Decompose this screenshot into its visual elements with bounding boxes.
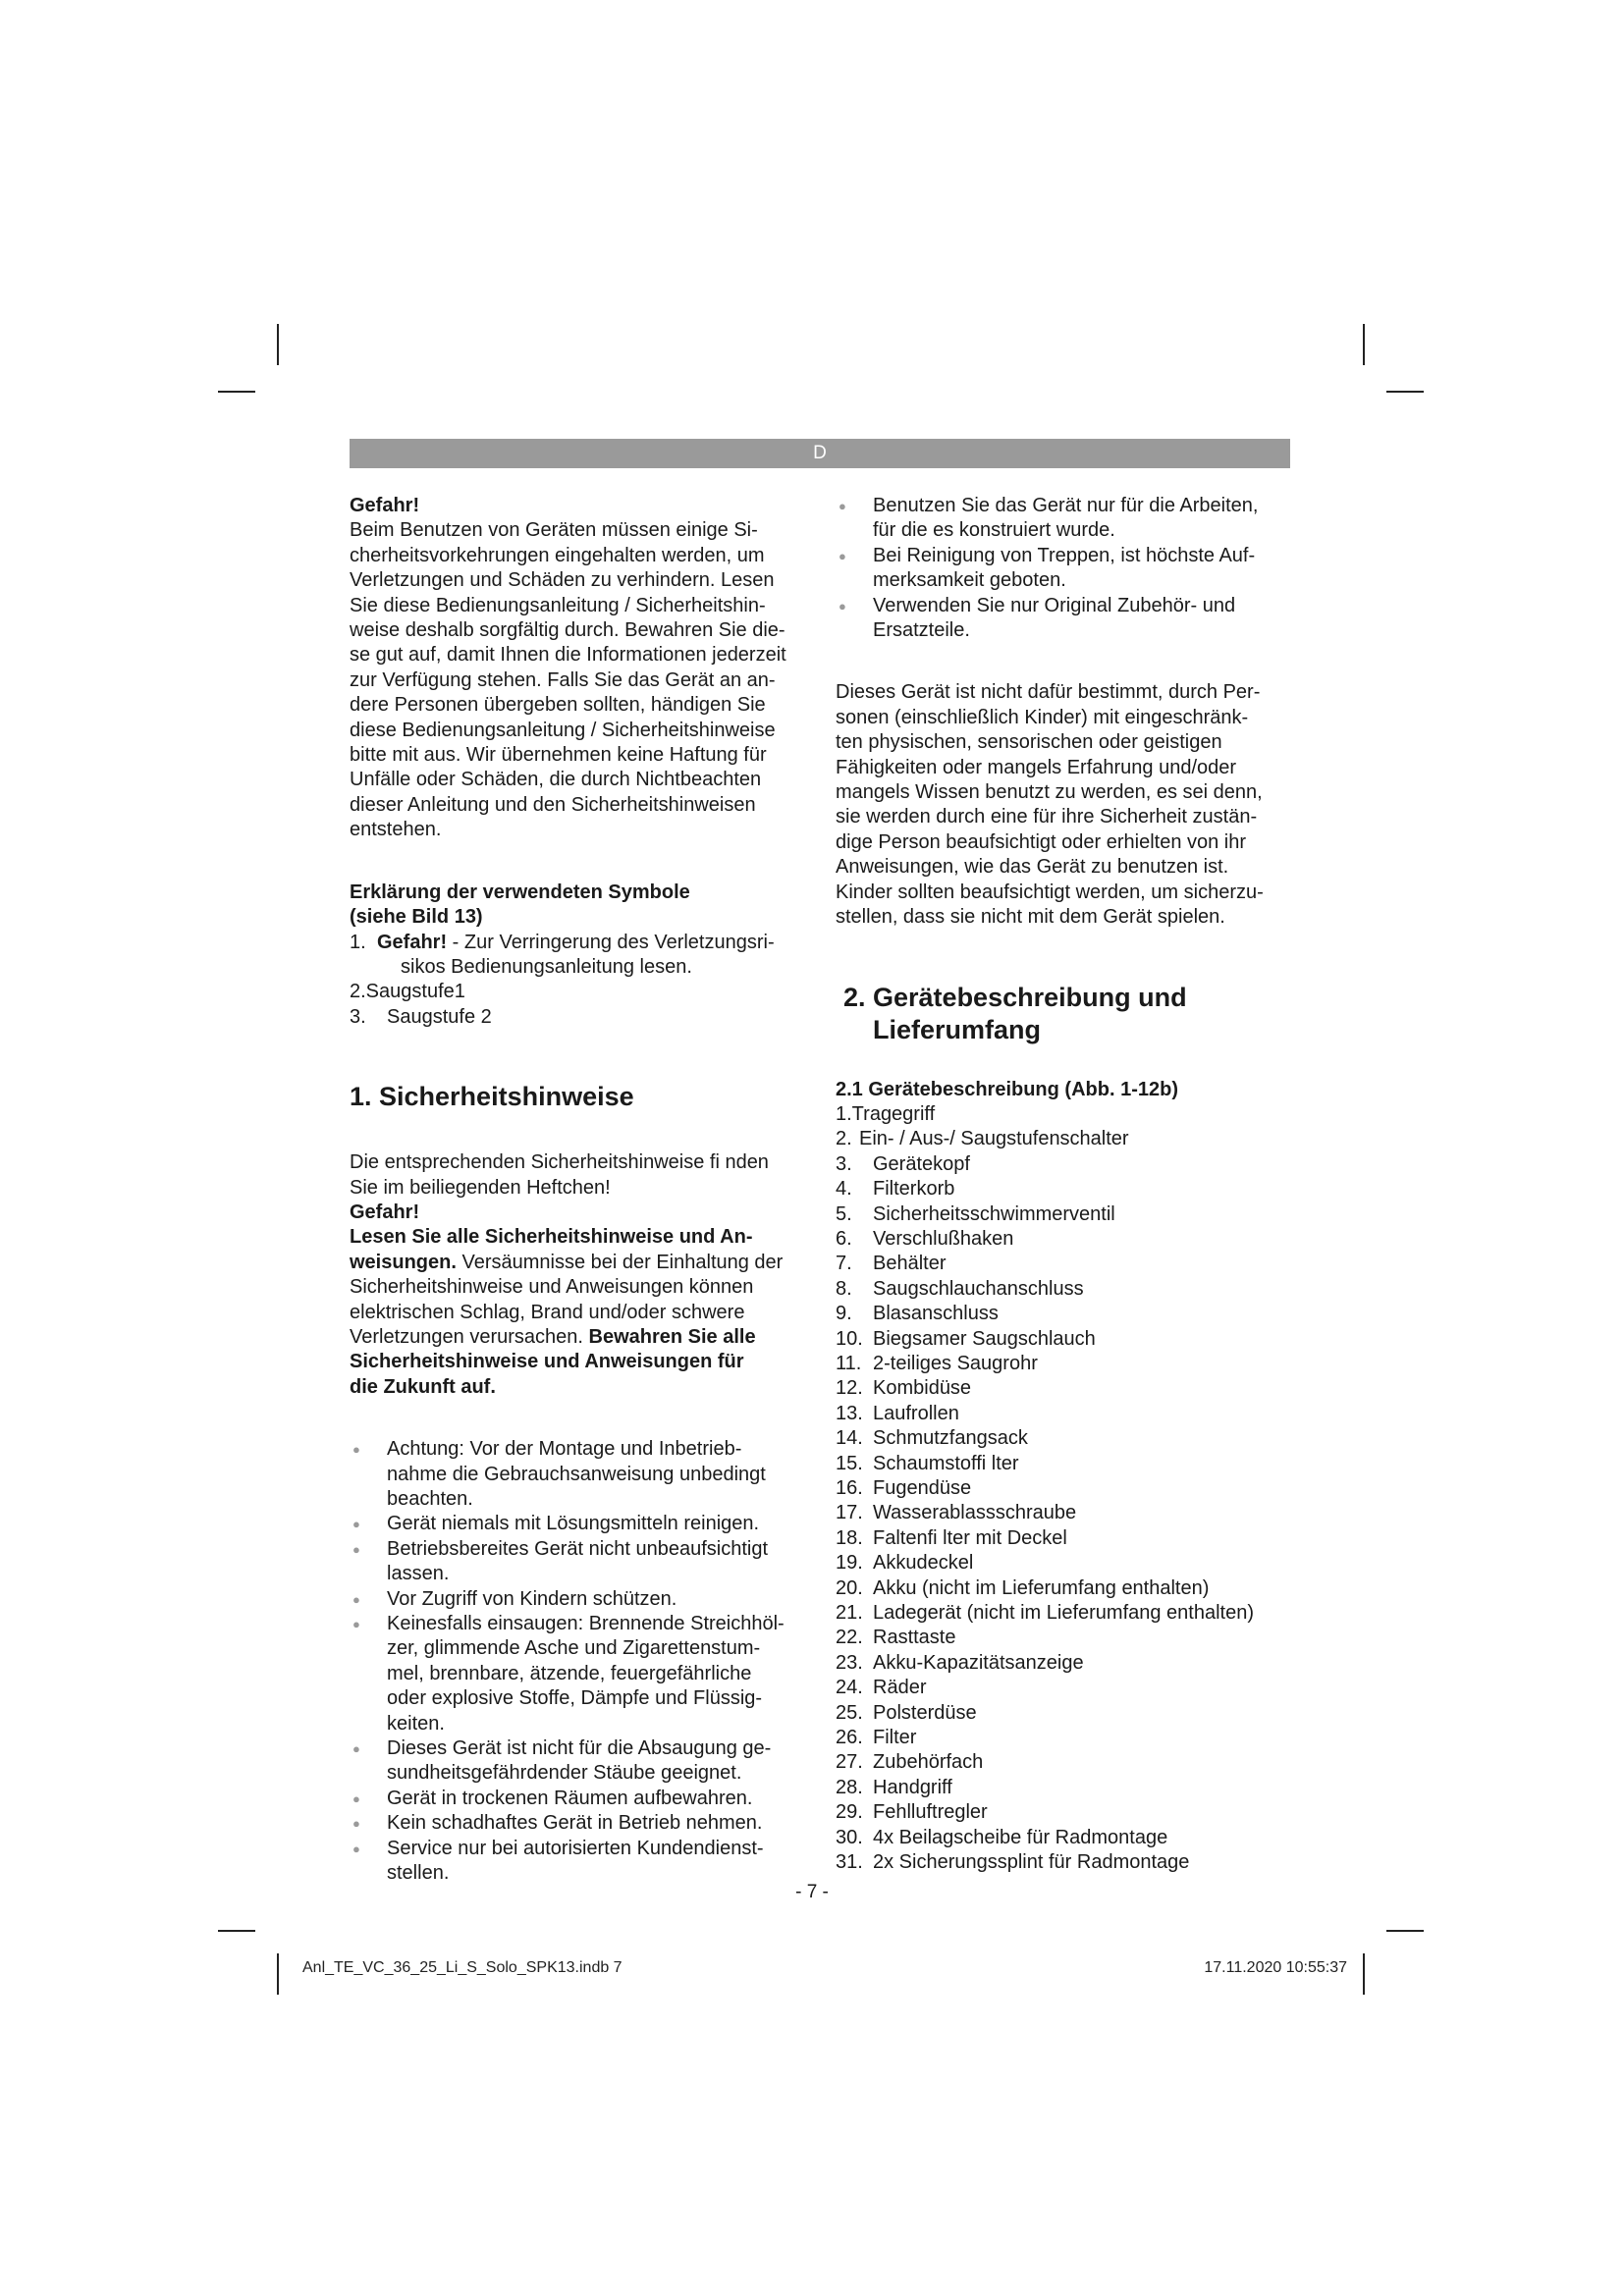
- parts-item: 16. Fugendüse: [836, 1477, 972, 1499]
- s1-danger-title: Gefahr!: [350, 1201, 420, 1223]
- text-line: entstehen.: [350, 819, 442, 841]
- text-line: mangels Wissen benutzt zu werden, es sei denn,: [836, 781, 1263, 804]
- s1-mixed-line: [350, 1251, 806, 1275]
- text-line: dere Personen übergeben sollten, händigen Sie: [350, 694, 766, 717]
- parts-item: 31. 2x Sicherungssplint für Radmontage: [836, 1851, 1190, 1874]
- symbol-number: 1.: [350, 931, 366, 953]
- crop-mark-br-v: [1363, 1953, 1365, 1995]
- text-line: cherheitsvorkehrungen eingehalten werden, um: [350, 544, 765, 566]
- children-paragraph: [836, 680, 1297, 930]
- parts-item: 9. Blasanschluss: [836, 1303, 999, 1325]
- language-label: D: [813, 443, 827, 463]
- sub21-title: 2.1 Gerätebeschreibung (Abb. 1-12b): [836, 1078, 1178, 1100]
- text-line: bitte mit aus. Wir übernehmen keine Haftung für: [350, 744, 767, 767]
- parts-item: 10. Biegsamer Saugschlauch: [836, 1327, 1096, 1350]
- symbol-item-3: [350, 1005, 806, 1030]
- parts-item: 18. Faltenfi lter mit Deckel: [836, 1526, 1067, 1549]
- left-column: [350, 494, 806, 1887]
- parts-item: 7. Behälter: [836, 1253, 947, 1275]
- bullet-item: ● Benutzen Sie das Gerät nur für die Arbeiten, für die es konstruiert wurde.: [836, 494, 1297, 544]
- s1-bold-line: die Zukunft auf.: [350, 1375, 496, 1398]
- parts-item: 22. Rasttaste: [836, 1627, 956, 1649]
- parts-item: 15. Schaumstoffi lter: [836, 1452, 1019, 1474]
- parts-item: 28. Handgriff: [836, 1776, 952, 1798]
- text-line: stellen, dass sie nicht mit dem Gerät spielen.: [836, 906, 1225, 929]
- parts-item: 30. 4x Beilagscheibe für Radmontage: [836, 1826, 1168, 1848]
- crop-mark-br-h: [1386, 1930, 1424, 1932]
- bullet-item: ● Service nur bei autorisierten Kundendienst- stellen.: [350, 1837, 806, 1887]
- parts-item: 12. Kombidüse: [836, 1377, 972, 1400]
- parts-item: 26. Filter: [836, 1727, 917, 1749]
- crop-mark-tl-v: [277, 324, 279, 365]
- page-number: - 7 -: [795, 1882, 829, 1902]
- crop-mark-tr-h: [1386, 391, 1424, 393]
- symbol-number: 3.: [350, 1005, 366, 1028]
- text-line: Anweisungen, wie das Gerät zu benutzen ist.: [836, 856, 1229, 879]
- parts-item: 4. Filterkorb: [836, 1178, 955, 1201]
- parts-list: [836, 1127, 1297, 1875]
- footer-timestamp: 17.11.2020 10:55:37: [1204, 1959, 1347, 1976]
- section1-title: 1. Sicherheitshinweise: [350, 1082, 634, 1112]
- danger-title: Gefahr!: [350, 495, 420, 516]
- text-line: weise deshalb sorgfältig durch. Bewahren Sie die-: [350, 619, 785, 642]
- s1-intro-line: Sie im beiliegenden Heftchen!: [350, 1176, 611, 1199]
- crop-mark-tl-h: [218, 391, 255, 393]
- parts-item: 2. Ein- / Aus-/ Saugstufenschalter: [836, 1128, 1129, 1150]
- parts-item: 11. 2-teiliges Saugrohr: [836, 1352, 1038, 1374]
- symbol-danger-label: Gefahr!: [377, 931, 448, 953]
- s1-mixed-line: [350, 1325, 806, 1350]
- bullet-item: ● Gerät in trockenen Räumen aufbewahren.: [350, 1787, 806, 1811]
- symbols-title: Erklärung der verwendeten Symbole: [350, 881, 690, 903]
- symbol-item-2: 2.Saugstufe1: [350, 981, 465, 1003]
- right-column: [836, 494, 1297, 1876]
- symbol-text-cont: sikos Bedienungsanleitung lesen.: [401, 955, 692, 978]
- bullet-item: ● Dieses Gerät ist nicht für die Absaugung ge- sundheitsgefährdender Stäube geeignet.: [350, 1736, 806, 1787]
- text-line: Beim Benutzen von Geräten müssen einige Si-: [350, 519, 758, 542]
- parts-item: 20. Akku (nicht im Lieferumfang enthalten): [836, 1576, 1210, 1599]
- s1-text-fragment: Versäumnisse bei der Einhaltung der: [456, 1251, 784, 1273]
- s1-text-line: elektrischen Schlag, Brand und/oder schwere: [350, 1301, 745, 1323]
- language-header-bar: [350, 439, 1290, 468]
- text-line: sie werden durch eine für ihre Sicherheit zustän-: [836, 806, 1258, 828]
- bullet-item: ● Keinesfalls einsaugen: Brennende Streichhöl- zer, glimmende Asche und Zigarettenstum- mel, brennbare, ätzende, feuergefährliche oder explosive Stoffe, Dämpfe und Flüssig- keiten.: [350, 1612, 806, 1736]
- parts-item: 25. Polsterdüse: [836, 1701, 977, 1724]
- section2-title: 2. Gerätebeschreibung und: [843, 982, 1187, 1012]
- s1-bold-fragment: weisungen.: [350, 1251, 457, 1273]
- s1-intro-line: Die entsprechenden Sicherheitshinweise fi nden: [350, 1151, 769, 1174]
- text-line: sonen (einschließlich Kinder) mit eingeschränk-: [836, 706, 1249, 728]
- bullet-item: ● Verwenden Sie nur Original Zubehör- und Ersatzteile.: [836, 594, 1297, 644]
- parts-item: 1.Tragegriff: [836, 1102, 936, 1125]
- parts-item: 3. Gerätekopf: [836, 1152, 970, 1175]
- bullet-item: ● Betriebsbereites Gerät nicht unbeaufsichtigt lassen.: [350, 1537, 806, 1587]
- text-line: se gut auf, damit Ihnen die Informationen jederzeit: [350, 644, 786, 667]
- symbol-text: - Zur Verringerung des Verletzungsri-: [447, 931, 775, 953]
- symbol-item-1: [350, 931, 806, 981]
- parts-item: 14. Schmutzfangsack: [836, 1427, 1028, 1450]
- parts-item: 13. Laufrollen: [836, 1402, 959, 1424]
- s1-bold-line: Sicherheitshinweise und Anweisungen für: [350, 1351, 744, 1373]
- section2-title-cont: Lieferumfang: [873, 1014, 1042, 1044]
- text-line: diese Bedienungsanleitung / Sicherheitshinweise: [350, 719, 776, 741]
- bullet-item: ● Vor Zugriff von Kindern schützen.: [350, 1587, 806, 1612]
- symbols-subtitle: (siehe Bild 13): [350, 906, 483, 929]
- s1-text-fragment: Verletzungen verursachen.: [350, 1325, 589, 1348]
- parts-item: 21. Ladegerät (nicht im Lieferumfang enthalten): [836, 1602, 1255, 1625]
- text-line: Kinder sollten beaufsichtigt werden, um sicherzu-: [836, 881, 1264, 903]
- parts-item: 19. Akkudeckel: [836, 1552, 974, 1575]
- parts-item: 24. Räder: [836, 1677, 927, 1699]
- crop-mark-bl-v: [277, 1953, 279, 1995]
- bullet-item: ● Gerät niemals mit Lösungsmitteln reinigen.: [350, 1512, 806, 1536]
- bullet-item: ● Kein schadhaftes Gerät in Betrieb nehmen.: [350, 1811, 806, 1836]
- s1-text-line: Sicherheitshinweise und Anweisungen können: [350, 1276, 754, 1299]
- text-line: Verletzungen und Schäden zu verhindern. Lesen: [350, 569, 775, 592]
- parts-item: 8. Saugschlauchanschluss: [836, 1277, 1084, 1300]
- danger-paragraph: [350, 518, 806, 842]
- bullet-item: ● Achtung: Vor der Montage und Inbetrieb- nahme die Gebrauchsanweisung unbedingt beachten.: [350, 1437, 806, 1512]
- footer-filename: Anl_TE_VC_36_25_Li_S_Solo_SPK13.indb 7: [302, 1959, 623, 1976]
- crop-mark-bl-h: [218, 1930, 255, 1932]
- text-line: ten physischen, sensorischen oder geistigen: [836, 731, 1222, 754]
- text-line: dieser Anleitung und den Sicherheitshinweisen: [350, 793, 756, 816]
- text-line: dige Person beaufsichtigt oder erhielten von ihr: [836, 830, 1247, 853]
- parts-item: 17. Wasserablassschraube: [836, 1502, 1077, 1524]
- parts-item: 23. Akku-Kapazitätsanzeige: [836, 1651, 1084, 1674]
- crop-mark-tr-v: [1363, 324, 1365, 365]
- parts-item: 29. Fehlluftregler: [836, 1801, 988, 1824]
- parts-item: 6. Verschlußhaken: [836, 1227, 1014, 1250]
- s1-bold-fragment: Bewahren Sie alle: [588, 1325, 756, 1348]
- parts-item: 27. Zubehörfach: [836, 1751, 984, 1774]
- text-line: zur Verfügung stehen. Falls Sie das Gerät an an-: [350, 668, 776, 691]
- text-line: Fähigkeiten oder mangels Erfahrung und/oder: [836, 756, 1237, 778]
- bullet-item: ● Bei Reinigung von Treppen, ist höchste Auf- merksamkeit geboten.: [836, 544, 1297, 594]
- text-line: Unfälle oder Schäden, die durch Nichtbeachten: [350, 769, 762, 791]
- text-line: Dieses Gerät ist nicht dafür bestimmt, durch Per-: [836, 681, 1261, 704]
- symbol-text: Saugstufe 2: [387, 1005, 492, 1028]
- text-line: Sie diese Bedienungsanleitung / Sicherheitshin-: [350, 594, 766, 616]
- s1-bold-line: Lesen Sie alle Sicherheitshinweise und An-: [350, 1226, 753, 1249]
- left-bullet-list: [350, 1437, 806, 1886]
- parts-item: 5. Sicherheitsschwimmerventil: [836, 1202, 1115, 1225]
- right-bullet-list: [836, 494, 1297, 643]
